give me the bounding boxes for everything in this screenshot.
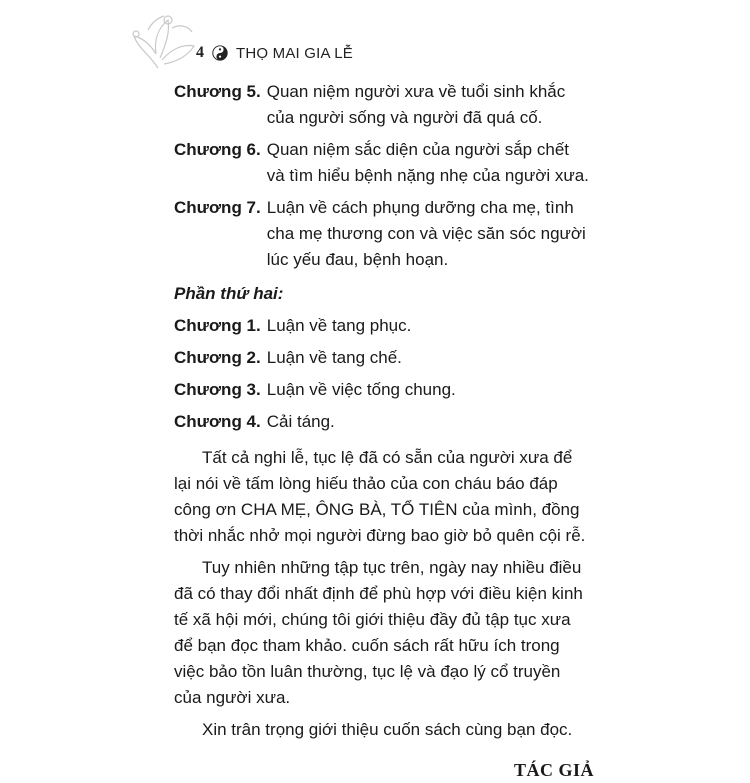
chapter-label: Chương 6. xyxy=(174,140,261,159)
chapter-entry xyxy=(174,195,594,273)
chapter-description xyxy=(267,79,594,131)
paragraph-line: đã có thay đổi nhất định để phù hợp với điều kiện kinh xyxy=(174,584,583,603)
chapter-description: Luận về tang chế. xyxy=(266,348,402,367)
chapter-entry xyxy=(174,377,594,403)
paragraph-line: của người xưa. xyxy=(174,688,291,707)
paragraph-line: công ơn CHA MẸ, ÔNG BÀ, TỔ TIÊN của mình, đồng xyxy=(174,500,580,519)
chapter-label: Chương 5. xyxy=(174,82,261,101)
chapter-description: Luận về tang phục. xyxy=(266,316,412,335)
running-title: THỌ MAI GIA LỄ xyxy=(236,44,353,62)
chapter-label: Chương 3. xyxy=(174,380,261,399)
page-number: 4 xyxy=(196,44,204,61)
chapter-entry xyxy=(174,137,594,189)
chapter-label: Chương 1. xyxy=(174,316,261,335)
body-paragraph xyxy=(174,717,594,743)
chapter-entry xyxy=(174,409,594,435)
chapter-line: Luận về cách phụng dưỡng cha mẹ, tình xyxy=(266,198,574,217)
chapter-label: Chương 2. xyxy=(174,348,261,367)
paragraph-line: Xin trân trọng giới thiệu cuốn sách cùng bạn đọc. xyxy=(202,720,573,739)
paragraph-line: Tuy nhiên những tập tục trên, ngày nay nhiều điều xyxy=(202,558,582,577)
chapter-line: Quan niệm sắc diện của người sắp chết xyxy=(266,140,569,159)
paragraph-line: tế xã hội mới, chúng tôi giới thiệu đầy đủ tập tục xưa xyxy=(174,610,571,629)
paragraph-line: lại nói về tấm lòng hiếu thảo của con cháu báo đáp xyxy=(174,474,558,493)
author-signature: TÁC GIẢ xyxy=(513,760,594,780)
body-paragraph xyxy=(174,555,594,711)
chapter-description xyxy=(267,137,594,189)
chapter-entry xyxy=(174,313,594,339)
page-content xyxy=(174,79,594,783)
chapter-entry xyxy=(174,345,594,371)
chapter-label: Chương 7. xyxy=(174,198,261,217)
chapter-description: Cải táng. xyxy=(266,412,335,431)
paragraph-line: thời nhắc nhở mọi người đừng bao giờ bỏ quên cội rễ. xyxy=(174,526,586,545)
chapter-label: Chương 4. xyxy=(174,412,261,431)
paragraph-line: để bạn đọc tham khảo. cuốn sách rất hữu ích trong xyxy=(174,636,560,655)
chapter-line: của người sống và người đã quá cố. xyxy=(266,108,543,127)
chapter-entry xyxy=(174,79,594,131)
chapter-line: Quan niệm người xưa về tuổi sinh khắc xyxy=(266,82,566,101)
chapter-description: Luận về việc tống chung. xyxy=(266,380,456,399)
paragraph-line: việc bảo tồn luân thường, tục lệ và đạo lý cổ truyền xyxy=(174,662,561,681)
chapter-line: lúc yếu đau, bệnh hoạn. xyxy=(266,250,449,269)
paragraph-line: Tất cả nghi lễ, tục lệ đã có sẵn của người xưa để xyxy=(202,448,573,467)
section-title: Phần thứ hai: xyxy=(174,284,284,303)
chapter-line: và tìm hiểu bệnh nặng nhẹ của người xưa. xyxy=(266,166,589,185)
yin-yang-icon xyxy=(212,45,228,61)
page-header xyxy=(196,40,353,66)
chapter-line: cha mẹ thương con và việc săn sóc người xyxy=(266,224,586,243)
chapter-description xyxy=(267,195,594,273)
body-paragraph xyxy=(174,445,594,549)
